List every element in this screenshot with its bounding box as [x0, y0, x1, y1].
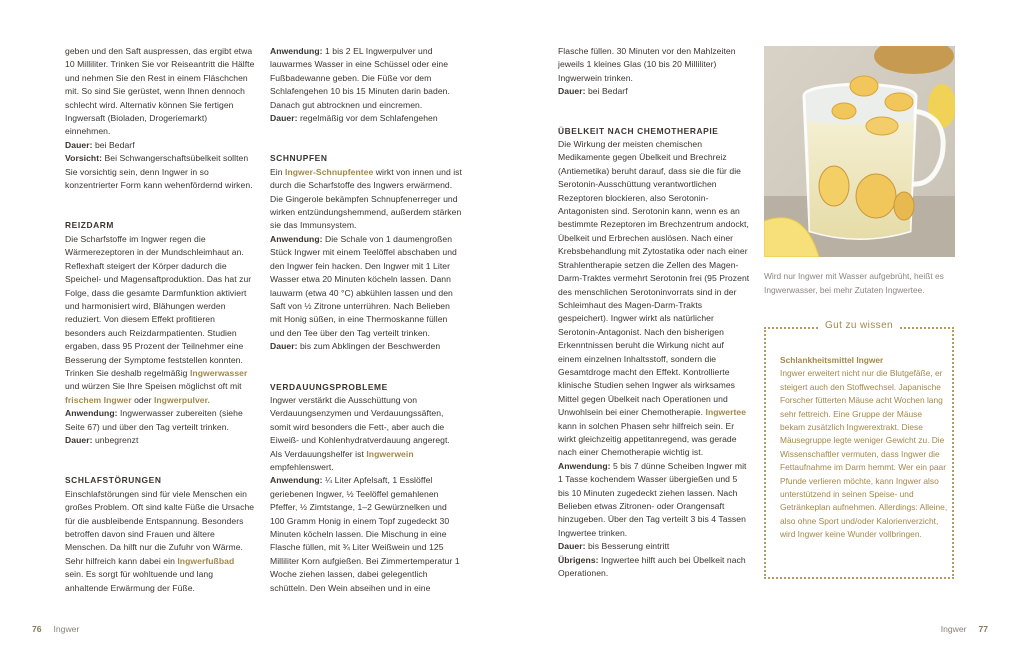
- info-box-heading: Schlankheitsmittel Ingwer: [780, 355, 884, 365]
- intro-vorsicht: Vorsicht: Bei Schwangerschaftsübelkeit sollten Sie vorsichtig sein, denn Ingwer in so konzentrierter Form kann wehenfördernd wirken.: [65, 153, 253, 191]
- schnupfen-anwendung: Anwendung: Die Schale von 1 daumengroßen Stück Ingwer mit einem Teelöffel abschaben und den Ingwer fein hacken. Den Ingwer mit 1 Liter Wasser etwa 20 Minuten köcheln lassen. Dann lauwarm (etwa 40 °C) abkühlen lassen und den Saft von ½ Zitrone unterrühren. Nach Belieben mit Honig süßen, in eine Thermoskanne füllen und den Tee über den Tag verteilt trinken.: [270, 233, 457, 338]
- page-number-left: 76: [32, 624, 42, 634]
- schnupfen-text: Ein Ingwer-Schnupfentee wirkt von innen und ist durch die Scharfstoffe des Ingwers erwärmend. Die Gingerole bekämpfen Schnupfenerreger und wirken entzündungshemmend, außerdem stärken sie das Immunsystem.: [270, 166, 462, 231]
- running-title-right: Ingwer: [940, 624, 967, 634]
- schnupfen-dauer: Dauer: bis zum Abklingen der Beschwerden: [270, 341, 441, 352]
- right-column-1: [558, 45, 750, 580]
- chemo-anwendung: Anwendung: 5 bis 7 dünne Scheiben Ingwer mit 1 Tasse kochendem Wasser übergießen und 5 bis 10 Minuten zugedeckt ziehen lassen. Nach Belieben etwas Zitronen- oder Orangensaft hinzugeben. Über den Tag verteilt 3 bis 4 Tassen Ingwertee trinken.: [558, 460, 747, 538]
- reizdarm-dauer: Dauer: unbegrenzt: [65, 434, 139, 445]
- footer-right: [941, 624, 988, 634]
- intro-paragraph: geben und den Saft auspressen, das ergibt etwa 10 Milliliter. Trinken Sie vor Reiseantritt die Hälfte und nehmen Sie den Rest in einem Fläschchen mit. So sind Sie gerüstet, wenn Ihnen dennoch schlecht wird. Alternativ können Sie fertigen Ingwersaft (Bioladen, Drogeriemarkt) einnehmen.: [65, 46, 255, 137]
- chemo-uebrigens: Übrigens: Ingwertee hilft auch bei Übelkeit nach Operationen.: [558, 554, 746, 579]
- page-number-right: 77: [978, 624, 988, 634]
- glass-of-ginger-water-icon: [764, 46, 955, 257]
- intro-dauer: Dauer: bei Bedarf: [65, 139, 135, 150]
- info-box-body: [780, 354, 948, 542]
- chemo-dauer: Dauer: bis Besserung eintritt: [558, 541, 670, 552]
- photo-caption: Wird nur Ingwer mit Wasser aufgebrüht, heißt es Ingwerwasser, bei mehr Zutaten Ingwertee.: [764, 271, 944, 295]
- fussbad-dauer: Dauer: regelmäßig vor dem Schlafengehen: [270, 113, 438, 124]
- ingwerwein-dauer: Dauer: bei Bedarf: [558, 86, 628, 97]
- info-box-text: Ingwer erweitert nicht nur die Blutgefäße, er steigert auch den Stoffwechsel. Japanische Forscher fütterten Mäuse acht Wochen lang sehr fettreich. Eine Gruppe der Mäuse bekam zusätzlich Ingwerextrakt. Diese Mäusegruppe legte weniger Gewicht zu. Die Wissenschaftler vermuten, dass Ingwer die Fettaufnahme im Darm hemmt. Wer ein paar Pfunde verlieren möchte, kann Ingwer also unterstützend in seinen Speise- und Getränkeplan aufnehmen. Allerdings: Alleine, also ohne Sport und/oder Kalorienverzicht, wird Ingwer keine Wunder vollbringen.: [780, 368, 948, 540]
- verdauung-text: Ingwer verstärkt die Ausschüttung von Verdauungsenzymen und Verdauungssäften, somit wird besonders die Fett-, aber auch die Eiweiß- und Kohlenhydratverdauung angeregt. Als Verdauungshelfer ist Ingwerwein empfehlenswert.: [270, 394, 450, 472]
- section-heading-verdauungsprobleme: VERDAUUNGSPROBLEME: [270, 381, 388, 392]
- section-heading-reizdarm: REIZDARM: [65, 220, 114, 231]
- section-heading-schnupfen: SCHNUPFEN: [270, 153, 328, 164]
- running-title-left: Ingwer: [53, 624, 80, 634]
- schlaf-text: Einschlafstörungen sind für viele Menschen ein großes Problem. Oft sind kalte Füße die Ursache für die ausbleibende Entspannung. Besonders betroffen davon sind Frauen und ältere Menschen. Da hilft nur die Zufuhr von Wärme. Sehr hilfreich kann dabei ein Ingwerfußbad sein. Es sorgt für wohltuende und lang anhaltende Erwärmung der Füße.: [65, 488, 255, 593]
- info-box-title: Gut zu wissen: [819, 320, 899, 331]
- footer-left: [32, 624, 79, 634]
- section-heading-schlafstoerungen: SCHLAFSTÖRUNGEN: [65, 475, 162, 486]
- left-column-1: [65, 45, 255, 595]
- ingwerwein-continued: Flasche füllen. 30 Minuten vor den Mahlzeiten jeweils 1 kleines Glas (10 bis 20 Milliliter) Ingwerwein trinken.: [558, 46, 736, 83]
- left-column-2: [270, 45, 462, 595]
- info-box: [764, 320, 954, 579]
- reizdarm-text: Die Scharfstoffe im Ingwer regen die Wärmerezeptoren in der Mundschleimhaut an. Reflexhaft steigert der Körper dadurch die Speichel- und Magensaftproduktion. Das hat zur Folge, dass die gesamte Darmfunktion aktiviert und harmonisiert wird, Blähungen werden reduziert. Von diesem Effekt profitieren besonders auch Reizdarmpatienten. Studien ergaben, dass 95 Prozent der Teilnehmer eine Besserung der Symptome feststellen konnten. Trinken Sie deshalb regelmäßig Ingwerwasser und würzen Sie Ihre Speisen möglichst oft mit frischem Ingwer oder Ingwerpulver.: [65, 233, 252, 405]
- ginger-water-photo: [764, 46, 955, 257]
- chemo-text: Die Wirkung der meisten chemischen Medikamente gegen Übelkeit und Brechreiz (Antiemetika) beruht darauf, dass sie die für die Serotonin-Ausschüttung verantwortlichen Rezeptoren blockieren, also Serotonin-Antagonisten sind. Serotonin kann, wenn es an bestimmte Rezeptoren im Brechzentrum andockt, Übelkeit und Erbrechen auslösen. Nach einer Krebsbehandlung mit Zytostatika oder nach einer Strahlentherapie setzen die Zellen des Magen-Darm-Traktes vermehrt Serotonin frei (95 Prozent des menschlichen Serotoninvorrats sind in der Schleimhaut des Magen-Darm-Trakts gespeichert). Ingwer wirkt als natürlicher Serotonin-Antagonist. Nach den bisherigen Erkenntnissen beruht die Wirkung nicht auf einem einzelnen Inhaltsstoff, sondern die Gesamtdroge macht den Effekt. Kontrollierte klinische Studien sehen Ingwer als wirksames Mittel gegen Übelkeit nach Operationen und Unwohlsein bei einer Chemotherapie. Ingwertee kann in solchen Phasen sehr hilfreich sein. Er wirkt gleichzeitig appetitanregend, was gerade nach einer Chemotherapie wichtig ist.: [558, 139, 750, 458]
- verdauung-anwendung: Anwendung: ¼ Liter Apfelsaft, 1 Esslöffel geriebenen Ingwer, ½ Teelöffel gemahlenen Pfeffer, ½ Zimtstange, 1–2 Gewürznelken und 100 Gramm Honig in einem Topf zugedeckt 30 Minuten köcheln lassen. Die Mischung in eine Flasche füllen, mit ¾ Liter Weißwein und 125 Milliliter Korn aufgießen. Bei Zimmertemperatur 1 Woche ziehen lassen, dabei gelegentlich schütteln. Den Wein abseihen und in eine: [270, 475, 460, 593]
- reizdarm-anwendung: Anwendung: Ingwerwasser zubereiten (siehe Seite 67) und über den Tag verteilt trinken.: [65, 408, 243, 432]
- section-heading-uebelkeit: ÜBELKEIT NACH CHEMOTHERAPIE: [558, 125, 719, 136]
- fussbad-anwendung: Anwendung: 1 bis 2 EL Ingwerpulver und lauwarmes Wasser in eine Schüssel oder eine Fußbadewanne geben. Die Füße vor dem Schlafengehen 10 bis 15 Minuten darin baden. Danach gut abtrocknen und eincremen.: [270, 46, 450, 110]
